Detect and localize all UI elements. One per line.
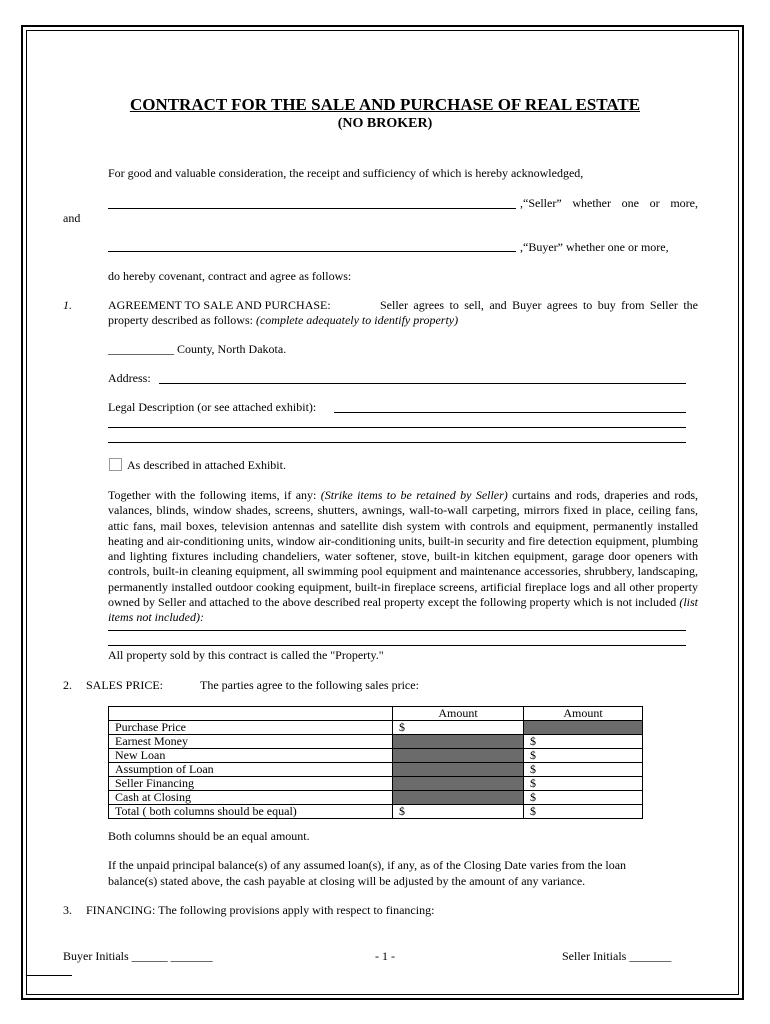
table-row-earnest-money	[109, 735, 643, 749]
seller-label: ,“Seller” whether one or more,	[520, 196, 698, 210]
included-items-text: Together with the following items, if any: (Strike items to be retained by Seller) curtains and rods, draperies and rods, valances, blinds, window shades, screens, shutters, awnings, wall-to-wall carpeting, mirrors fixed in place, ceiling fans, attic fans, mail boxes, television antennas and satellite dish system with controls and equipment, permanently installed heating and air-conditioning units, window air-conditioning units, built-in security and fire detection equipment, plumbing and lighting fixtures including chandeliers, water softener, stove, built-in kitchen equipment, garage door openers with controls, built-in cleaning equipment, all swimming pool equipment and maintenance accessories, shrubbery, landscaping, permanently installed outdoor cooking equipment, built-in fireplace screens, artificial fireplace logs and all other property owned by Seller and attached to the above described real property except the following property which is not included (list items not included):	[108, 488, 698, 625]
table-row-cash-at-closing	[109, 791, 643, 805]
exhibit-label: As described in attached Exhibit.	[127, 458, 286, 472]
table-row-total	[109, 805, 643, 819]
section2-text: The parties agree to the following sales price:	[200, 678, 419, 692]
and-label: and	[63, 211, 81, 225]
legal-description-label: Legal Description (or see attached exhibit):	[108, 400, 317, 414]
section2-number: 2.	[63, 678, 72, 692]
property-note: All property sold by this contract is called the "Property."	[108, 648, 384, 662]
equal-amount-note: Both columns should be an equal amount.	[108, 829, 310, 843]
intro-text: For good and valuable consideration, the receipt and sufficiency of which is hereby acknowledged,	[108, 166, 584, 180]
section3-number: 3.	[63, 903, 72, 917]
new-loan-field[interactable]: $	[524, 749, 643, 763]
address-field[interactable]	[159, 383, 686, 384]
county-field[interactable]: ___________ County, North Dakota.	[108, 342, 287, 356]
document-subtitle: (NO BROKER)	[337, 116, 433, 131]
row-label: Earnest Money	[109, 735, 393, 749]
row-label: New Loan	[109, 749, 393, 763]
assumption-of-loan-field[interactable]: $	[524, 763, 643, 777]
section3-text: FINANCING: The following provisions apply with respect to financing:	[86, 903, 435, 917]
address-label: Address:	[108, 371, 151, 385]
table-row-purchase-price	[109, 721, 643, 735]
amount-column-header-1: Amount	[393, 707, 524, 721]
total-field-2[interactable]: $	[524, 805, 643, 819]
row-label: Total ( both columns should be equal)	[109, 805, 393, 819]
page-number: - 1 -	[375, 949, 395, 963]
shaded-cell	[524, 721, 643, 735]
cash-at-closing-field[interactable]: $	[524, 791, 643, 805]
exhibit-checkbox[interactable]	[109, 458, 122, 471]
buyer-label: ,“Buyer” whether one or more,	[520, 240, 669, 254]
shaded-cell	[393, 763, 524, 777]
covenant-text: do hereby covenant, contract and agree as follows:	[108, 269, 352, 283]
section1-text-line2: property described as follows: (complete adequately to identify property)	[108, 313, 459, 327]
legal-description-field[interactable]	[334, 412, 686, 413]
section1-text: Seller agrees to sell, and Buyer agrees to buy from Seller the	[380, 298, 698, 312]
table-row-assumption-of-loan	[109, 763, 643, 777]
row-label: Cash at Closing	[109, 791, 393, 805]
total-field-1[interactable]: $	[393, 805, 524, 819]
excluded-items-line1[interactable]	[108, 630, 686, 631]
seller-name-field[interactable]	[108, 208, 516, 209]
section1-number: 1.	[63, 298, 72, 312]
legal-description-line2[interactable]	[108, 427, 686, 428]
earnest-money-field[interactable]: $	[524, 735, 643, 749]
shaded-cell	[393, 735, 524, 749]
table-header-blank	[109, 707, 393, 721]
table-row-seller-financing	[109, 777, 643, 791]
row-label: Purchase Price	[109, 721, 393, 735]
document-title: CONTRACT FOR THE SALE AND PURCHASE OF REAL ESTATE	[129, 95, 641, 114]
seller-financing-field[interactable]: $	[524, 777, 643, 791]
legal-description-line3[interactable]	[108, 442, 686, 443]
shaded-cell	[393, 749, 524, 763]
buyer-name-field[interactable]	[108, 251, 516, 252]
excluded-items-line2[interactable]	[108, 645, 686, 646]
table-header-row	[109, 707, 643, 721]
purchase-price-field[interactable]: $	[393, 721, 524, 735]
row-label: Seller Financing	[109, 777, 393, 791]
sales-price-table	[108, 706, 643, 819]
seller-initials[interactable]: Seller Initials _______	[562, 949, 672, 963]
footer-rule	[26, 975, 72, 976]
shaded-cell	[393, 791, 524, 805]
table-row-new-loan	[109, 749, 643, 763]
section2-heading: SALES PRICE:	[86, 678, 164, 692]
row-label: Assumption of Loan	[109, 763, 393, 777]
variance-text-line1: If the unpaid principal balance(s) of any assumed loan(s), if any, as of the Closing Date varies from the loan	[108, 858, 627, 872]
buyer-initials[interactable]: Buyer Initials ______ _______	[63, 949, 213, 963]
amount-column-header-2: Amount	[524, 707, 643, 721]
variance-text-line2: balance(s) stated above, the cash payable at closing will be adjusted by the amount of any variance.	[108, 874, 586, 888]
section1-heading: AGREEMENT TO SALE AND PURCHASE:	[108, 298, 331, 312]
shaded-cell	[393, 777, 524, 791]
